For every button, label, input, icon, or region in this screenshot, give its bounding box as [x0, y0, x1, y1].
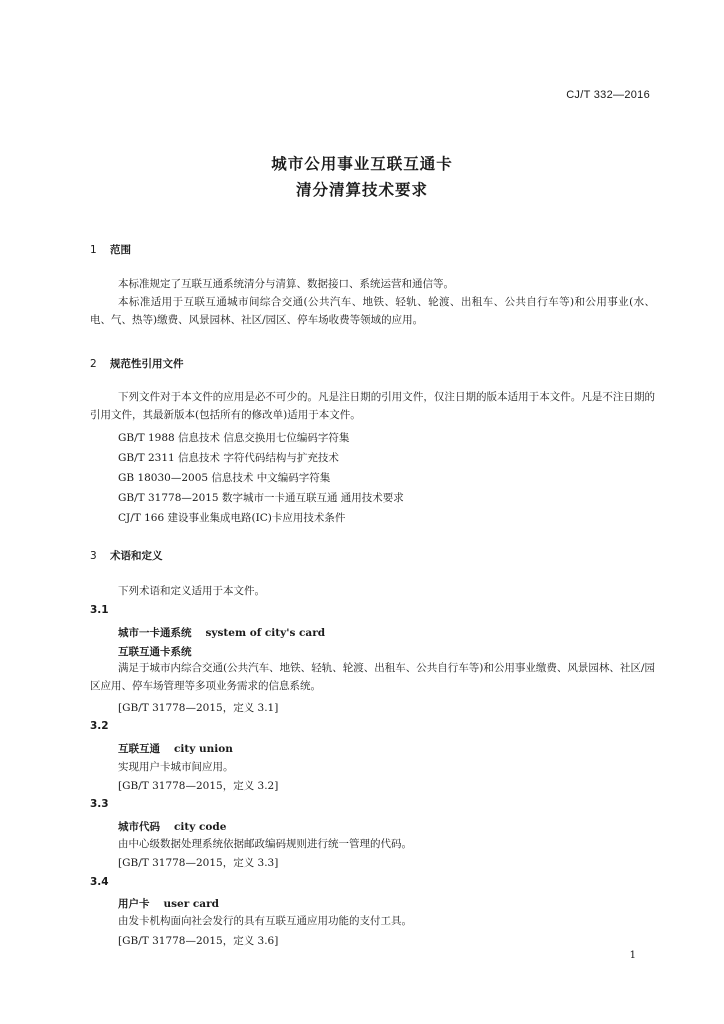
paragraph: 本标准规定了互联互通系统清分与清算、数据接口、系统运营和通信等。 — [118, 278, 454, 290]
reference-item: GB 18030—2005 信息技术 中文编码字符集 — [118, 472, 331, 484]
paragraph: 下列文件对于本文件的应用是必不可少的。凡是注日期的引用文件，仅注日期的版本适用于本文件。凡是不注日期的引用文件，其最新版本(包括所有的修改单)适用于本文件。 — [90, 391, 655, 421]
reference-item: GB/T 31778—2015 数字城市一卡通互联互通 通用技术要求 — [118, 492, 404, 504]
document-title-line2: 清分清算技术要求 — [295, 181, 428, 199]
reference-item: GB/T 2311 信息技术 字符代码结构与扩充技术 — [118, 452, 339, 464]
term-zh: 互联互通 — [118, 743, 160, 755]
term-heading — [118, 741, 233, 756]
term-heading — [118, 625, 325, 640]
clause-number: 3.2 — [90, 720, 109, 732]
document-code: CJ/T 332—2016 — [566, 89, 650, 101]
term-zh: 城市代码 — [118, 821, 160, 833]
term-en: system of city's card — [205, 627, 326, 639]
section-number: 1 — [90, 244, 97, 256]
term-definition: 由中心级数据处理系统依据邮政编码规则进行统一管理的代码。 — [118, 838, 412, 850]
term-definition: 由发卡机构面向社会发行的具有互联互通应用功能的支付工具。 — [118, 915, 412, 927]
document-title-line1: 城市公用事业互联互通卡 — [271, 155, 453, 173]
term-zh: 用户卡 — [118, 898, 150, 910]
section-title: 规范性引用文件 — [110, 358, 184, 370]
term-heading — [118, 896, 219, 911]
term-definition: 满足于城市内综合交通(公共汽车、地铁、轻轨、轮渡、出租车、公共自行车等)和公用事业缴费、风景园林、社区/园区应用、停车场管理等多项业务需求的信息系统。 — [90, 662, 655, 692]
section-number: 3 — [90, 550, 97, 562]
section-1-heading — [90, 242, 131, 257]
term-heading — [118, 819, 226, 834]
term-en: city union — [174, 743, 233, 755]
term-definition: 实现用户卡城市间应用。 — [118, 761, 234, 773]
clause-number: 3.3 — [90, 798, 109, 810]
term-source: [GB/T 31778—2015，定义 3.3] — [118, 857, 279, 869]
page-number: 1 — [629, 950, 636, 961]
section-number: 2 — [90, 358, 97, 370]
term-source: [GB/T 31778—2015，定义 3.1] — [118, 702, 279, 714]
paragraph: 下列术语和定义适用于本文件。 — [118, 585, 265, 597]
reference-item: CJ/T 166 建设事业集成电路(IC)卡应用技术条件 — [118, 512, 346, 524]
section-title: 范围 — [110, 244, 131, 256]
reference-item: GB/T 1988 信息技术 信息交换用七位编码字符集 — [118, 432, 350, 444]
term-source: [GB/T 31778—2015，定义 3.6] — [118, 935, 279, 947]
term-source: [GB/T 31778—2015，定义 3.2] — [118, 780, 279, 792]
term-zh: 城市一卡通系统 — [118, 627, 192, 639]
term-alternative: 互联互通卡系统 — [118, 646, 192, 658]
section-2-heading — [90, 356, 184, 371]
section-3-heading — [90, 548, 163, 563]
term-en: user card — [163, 898, 219, 910]
clause-number: 3.1 — [90, 604, 109, 616]
term-en: city code — [174, 821, 227, 833]
paragraph: 本标准适用于互联互通城市间综合交通(公共汽车、地铁、轻轨、轮渡、出租车、公共自行车等)和公用事业(水、电、气、热等)缴费、风景园林、社区/园区、停车场收费等领域的应用。 — [90, 296, 655, 326]
section-title: 术语和定义 — [110, 550, 163, 562]
clause-number: 3.4 — [90, 876, 109, 888]
